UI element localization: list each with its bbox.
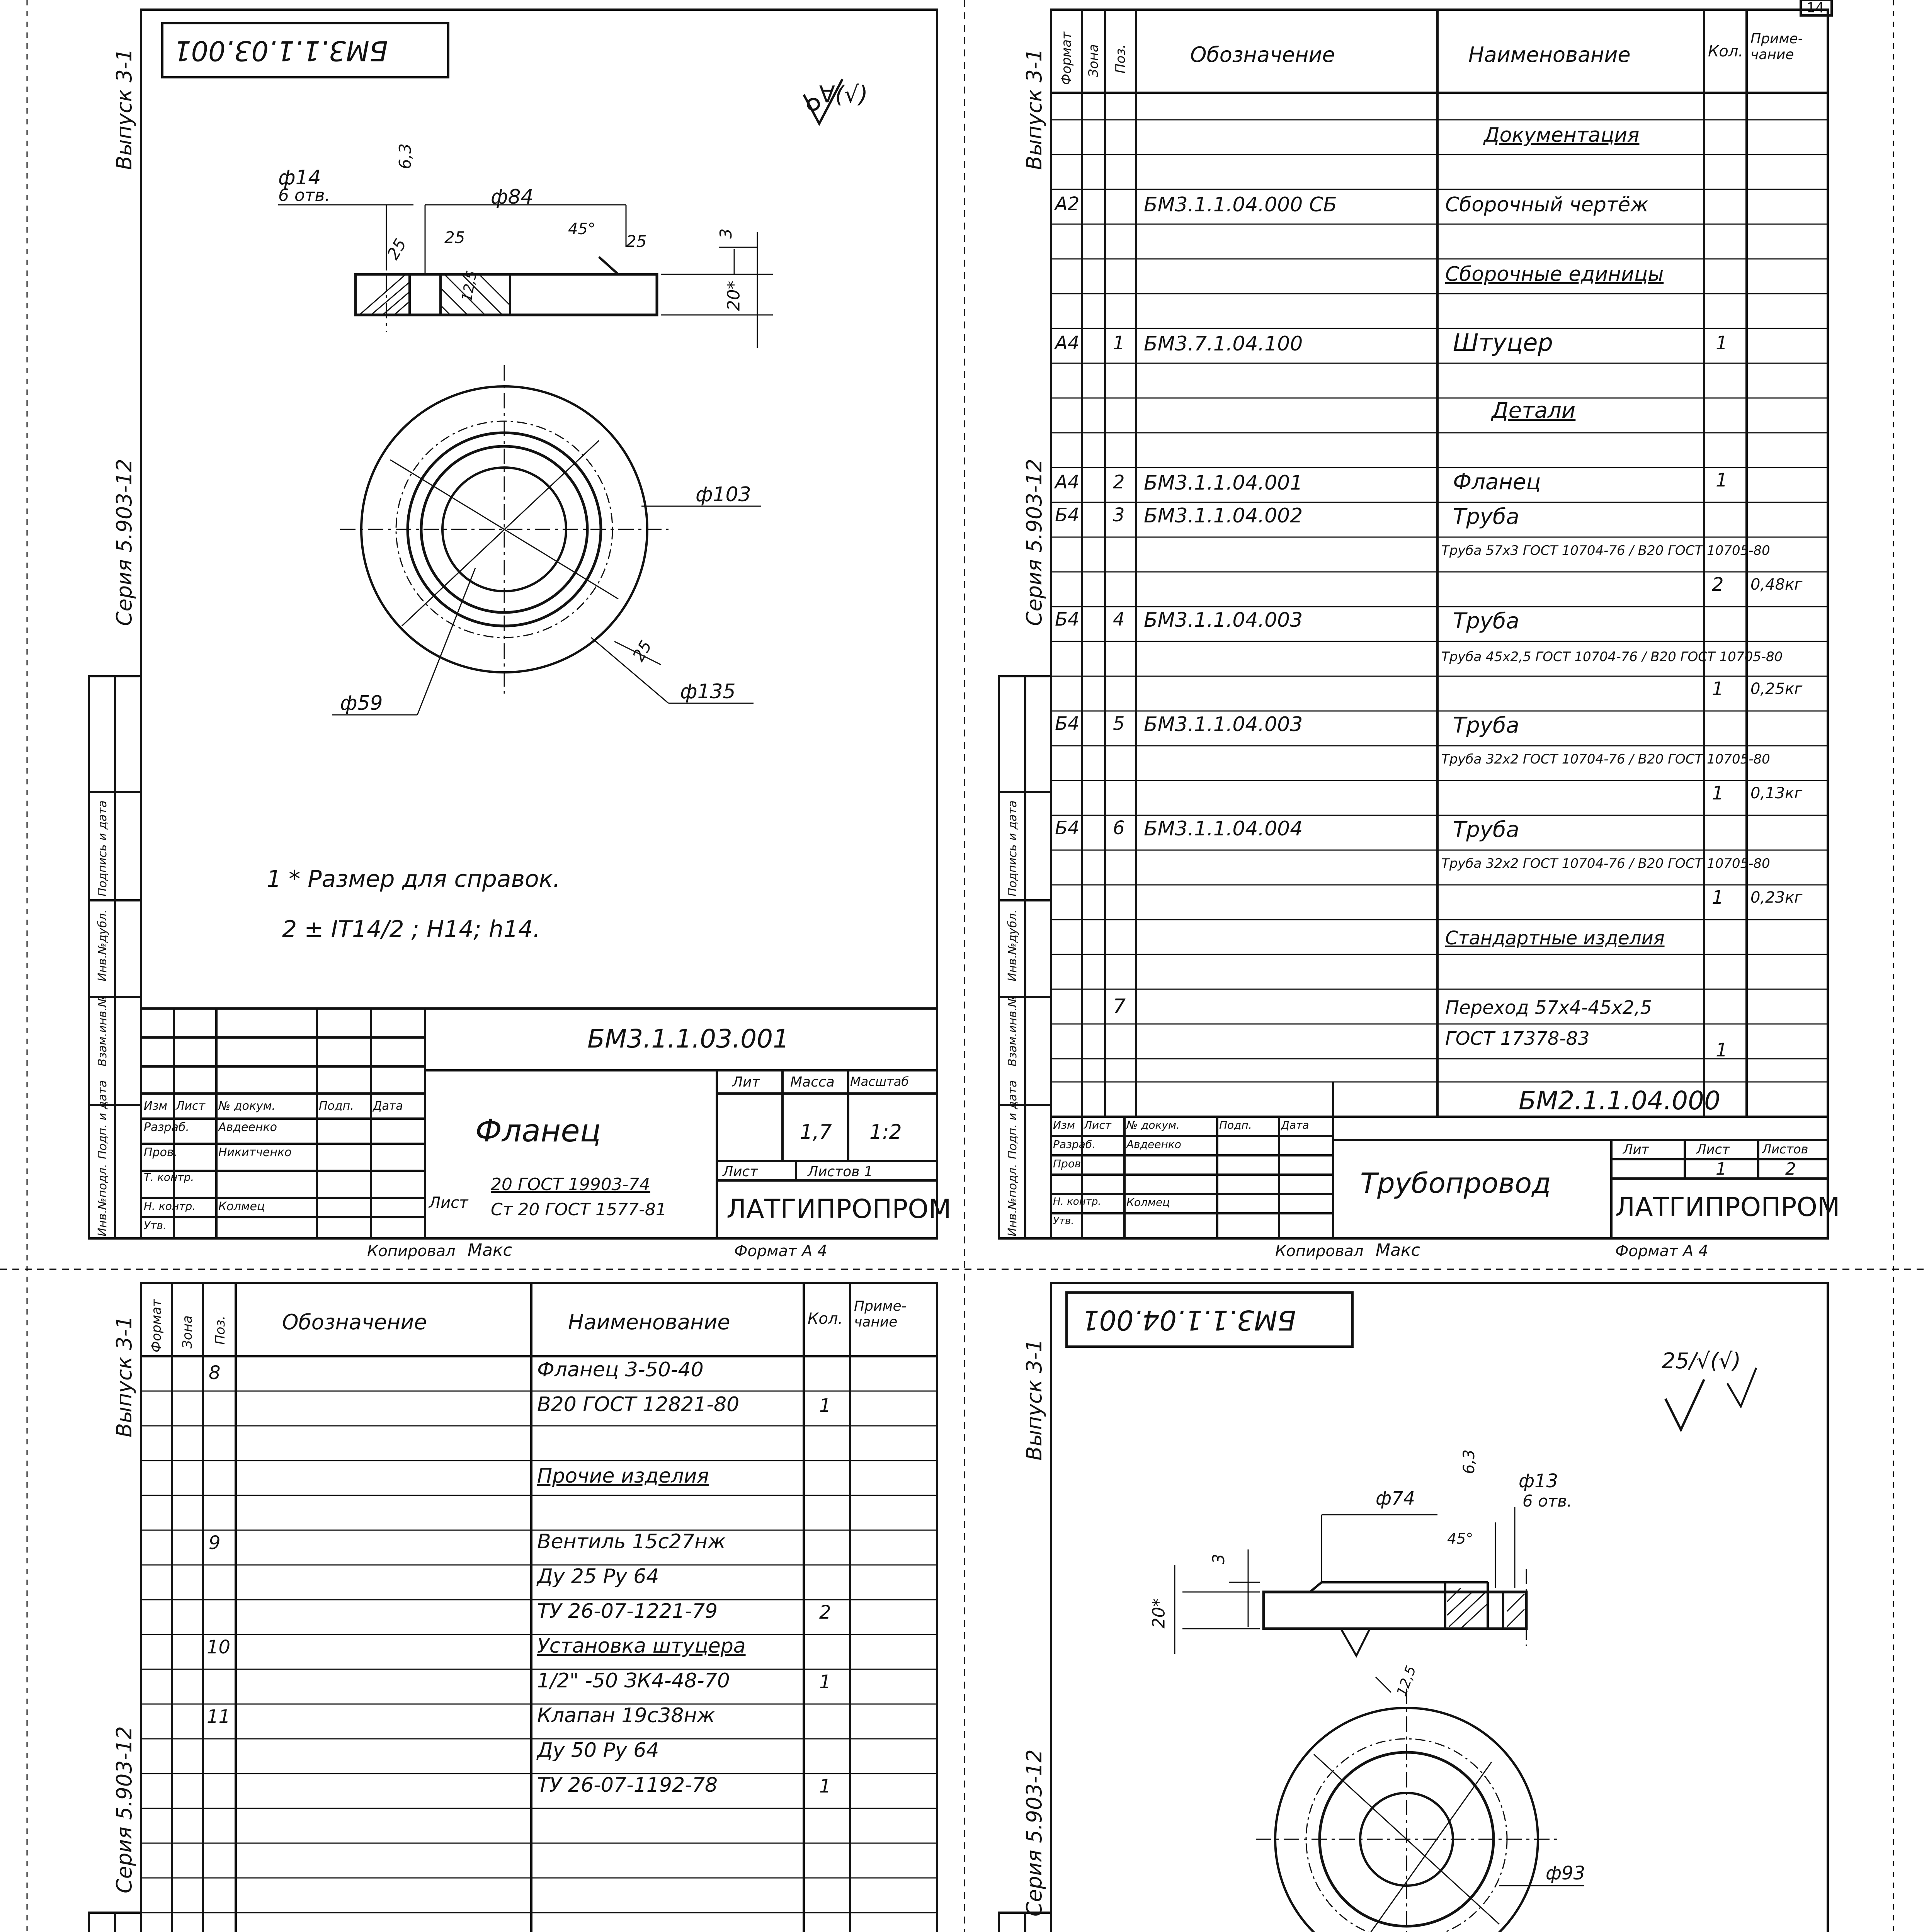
tr-doc-code: БМ2.1.1.04.000 <box>1519 1086 1721 1116</box>
tr-seriya: Серия 5.903-12 <box>1022 459 1046 626</box>
tr-row-5-obozn: БМ3.1.1.04.001 <box>1144 471 1303 495</box>
tl-dim-r25c: 25 <box>626 232 647 251</box>
tl-strip-3: Взам.инв.№ <box>96 995 109 1066</box>
tr-row-12-name: Труба <box>1453 817 1519 842</box>
bl-hdr-prim: Приме-чание <box>854 1298 907 1330</box>
tr-row-10-fmt: Б4 <box>1055 713 1080 735</box>
tl-dim-r125: 12,5 <box>459 269 480 303</box>
tl-strip-5: Подпись и дата <box>96 800 109 896</box>
tl-tb-prov-name: Никитченко <box>218 1146 292 1159</box>
tr-row-12-obozn: БМ3.1.1.04.004 <box>1144 817 1303 840</box>
bl-row-3-poz: 9 <box>209 1532 221 1554</box>
tr-tb-lit: Лит <box>1623 1142 1649 1157</box>
tr-row-2-name: Сборочные единицы <box>1445 263 1664 286</box>
tl-tb-nodok: № докум. <box>218 1099 276 1113</box>
tr-row-0-name: Документация <box>1484 124 1640 147</box>
bl-row-6-poz: 10 <box>207 1636 231 1658</box>
tr-row-15-poz: 7 <box>1113 995 1126 1018</box>
bl-row-8-poz: 11 <box>207 1706 231 1728</box>
br-code-mirror: БМ3.1.1.04.001 <box>1082 1304 1296 1336</box>
tl-scale: 1:2 <box>869 1121 902 1144</box>
tr-tb-list2: Лист <box>1696 1142 1730 1157</box>
tr-row-6-name: Труба <box>1453 504 1519 529</box>
tr-hdr-naim: Наименование <box>1468 43 1631 67</box>
bl-row-1-name: В20 ГОСТ 12821-80 <box>537 1393 740 1416</box>
tr-tb-izm: Изм <box>1053 1119 1075 1131</box>
tr-row-9-name: Труба 45х2,5 ГОСТ 10704-76 / В20 ГОСТ 10705-80 <box>1441 649 1783 665</box>
tr-row-8-name: Труба <box>1453 609 1519 634</box>
bl-row-3-name: Вентиль 15с27нж <box>537 1530 726 1553</box>
tr-row-13-kol: 1 <box>1712 887 1724 908</box>
tl-dim-r25d: 25 <box>629 637 656 665</box>
tl-seriya: Серия 5.903-12 <box>112 459 136 626</box>
tl-note-1: 1 * Размер для справок. <box>267 866 560 893</box>
br-dim-d93: ф93 <box>1546 1862 1585 1884</box>
tr-tb-nkontr-name: Колмец <box>1126 1196 1170 1209</box>
tr-tb-listov: Листов <box>1762 1142 1808 1156</box>
tr-row-3-obozn: БМ3.7.1.04.100 <box>1144 332 1303 355</box>
tl-dim-r25b: 25 <box>444 228 465 247</box>
tl-material-prefix: Лист <box>429 1194 468 1212</box>
tr-tb-razrab: Разраб. <box>1053 1138 1096 1151</box>
tl-dim-d135: ф135 <box>680 680 736 703</box>
tr-row-13-name: Труба 32х2 ГОСТ 10704-76 / В20 ГОСТ 10705-80 <box>1441 856 1770 871</box>
tl-tb-nkontr: Н. контр. <box>144 1200 196 1213</box>
tr-row-5-name: Фланец <box>1453 469 1541 495</box>
tr-copied: Копировал <box>1275 1242 1364 1260</box>
tl-tb-izm: Изм <box>144 1099 168 1113</box>
tr-row-12-fmt: Б4 <box>1055 817 1080 839</box>
tl-material-top: 20 ГОСТ 19903-74 <box>491 1175 650 1194</box>
br-dim-d74: ф74 <box>1376 1488 1415 1509</box>
bl-row-1-kol: 1 <box>819 1395 831 1417</box>
tr-row-1-obozn: БМ3.1.1.04.000 СБ <box>1144 193 1337 216</box>
tr-row-8-obozn: БМ3.1.1.04.003 <box>1144 609 1303 632</box>
tr-row-8-fmt: Б4 <box>1055 609 1080 630</box>
tl-mass: 1,7 <box>800 1121 832 1144</box>
br-dim-r125: 12,5 <box>1394 1663 1420 1699</box>
tr-format: Формат А 4 <box>1615 1242 1708 1260</box>
tr-row-6-poz: 3 <box>1113 504 1125 526</box>
tr-row-5-kol: 1 <box>1716 469 1728 491</box>
br-dim-r63: 6,3 <box>1460 1449 1478 1474</box>
tr-hdr-kol: Кол. <box>1708 43 1744 60</box>
bl-row-8-name: Клапан 19с38нж <box>537 1704 715 1727</box>
bl-row-0-name: Фланец 3-50-40 <box>537 1358 704 1381</box>
tl-strip-2: Подп. и дата <box>96 1080 109 1159</box>
br-dim-hole-sub: 6 отв. <box>1522 1492 1572 1510</box>
tr-strip-5: Подпись и дата <box>1006 800 1019 896</box>
tr-tb-podp: Подп. <box>1219 1119 1252 1131</box>
bl-row-5-kol: 2 <box>819 1602 831 1623</box>
tr-row-11-name: Труба 32х2 ГОСТ 10704-76 / В20 ГОСТ 10705-80 <box>1441 752 1770 767</box>
tr-list-no: 1 <box>1716 1159 1727 1179</box>
tl-tb-razrab-name: Авдеенко <box>218 1121 277 1134</box>
tl-tb-podp: Подп. <box>319 1099 354 1113</box>
tr-hdr-obozn: Обозначение <box>1190 43 1335 67</box>
tl-roughness: ∀(√) <box>819 81 868 108</box>
tr-copier-mark: Макс <box>1376 1240 1420 1260</box>
tr-hdr-poz: Поз. <box>1113 44 1128 73</box>
tl-dim-d103: ф103 <box>696 483 751 506</box>
tr-tb-list: Лист <box>1084 1119 1111 1131</box>
bl-row-10-name: ТУ 26-07-1192-78 <box>537 1774 718 1797</box>
tr-row-6-obozn: БМ3.1.1.04.002 <box>1144 504 1303 527</box>
tl-sheets: Листов 1 <box>808 1164 873 1180</box>
tl-tb-masshtab: Масштаб <box>850 1074 909 1089</box>
tr-vypusk: Выпуск 3-1 <box>1022 48 1046 170</box>
tr-row-9-kol: 1 <box>1712 678 1724 700</box>
tl-dim-r63: 6,3 <box>395 143 415 169</box>
tl-strip-1: Инв.№подл. <box>96 1164 109 1236</box>
tr-row-11-kol: 1 <box>1712 782 1724 804</box>
tr-tb-nkontr: Н. контр. <box>1053 1196 1101 1208</box>
tr-strip-1: Инв.№подл. <box>1006 1164 1019 1236</box>
tl-dim-r25a: 25 <box>383 235 410 263</box>
tl-tb-tkontr: Т. контр. <box>144 1171 194 1184</box>
bl-hdr-obozn: Обозначение <box>282 1310 427 1334</box>
tl-dim-t20: 20* <box>724 281 744 311</box>
tr-hdr-prim: Приме-чание <box>1750 31 1803 63</box>
tl-tb-utv: Утв. <box>144 1219 167 1232</box>
tr-row-10-poz: 5 <box>1113 713 1125 735</box>
tr-tb-razrab-name: Авдеенко <box>1126 1138 1181 1151</box>
bl-row-2-name: Прочие изделия <box>537 1464 709 1488</box>
tl-tb-razrab: Разраб. <box>144 1121 189 1134</box>
bl-row-9-name: Ду 50 Ру 64 <box>537 1739 659 1762</box>
tr-org: ЛАТГИПРОПРОМ <box>1615 1192 1840 1223</box>
tr-row-3-fmt: А4 <box>1055 332 1080 354</box>
bl-row-6-name: Установка штуцера <box>537 1634 746 1658</box>
bl-row-7-kol: 1 <box>819 1671 831 1693</box>
tl-tb-data: Дата <box>373 1099 403 1113</box>
tl-org: ЛАТГИПРОПРОМ <box>726 1194 951 1225</box>
br-seriya: Серия 5.903-12 <box>1022 1749 1046 1917</box>
br-dim-t20: 20* <box>1149 1598 1169 1629</box>
tl-material-bot: Ст 20 ГОСТ 1577-81 <box>491 1200 667 1219</box>
bl-row-7-name: 1/2" -50 ЗК4-48-70 <box>537 1669 730 1692</box>
bl-hdr-format: Формат <box>149 1299 164 1352</box>
tr-row-8-poz: 4 <box>1113 609 1125 630</box>
tr-row-16-kol: 1 <box>1716 1039 1728 1061</box>
tl-dim-ang45: 45° <box>568 220 595 238</box>
tl-note-2: 2 ± IT14/2 ; H14; h14. <box>282 916 541 943</box>
tr-row-3-name: Штуцер <box>1453 328 1553 357</box>
tl-tb-massa: Масса <box>790 1074 835 1090</box>
tr-hdr-format: Формат <box>1059 32 1074 85</box>
tr-tb-prov: Пров. <box>1053 1157 1085 1170</box>
tr-strip-3: Взам.инв.№ <box>1006 995 1019 1066</box>
tr-row-7-name: Труба 57х3 ГОСТ 10704-76 / В20 ГОСТ 10705-80 <box>1441 543 1770 558</box>
tr-tb-utv: Утв. <box>1053 1215 1074 1227</box>
tr-row-15-name: Переход 57х4-45х2,5 <box>1445 997 1652 1019</box>
tr-row-5-poz: 2 <box>1113 471 1125 493</box>
bl-row-0-poz: 8 <box>209 1362 221 1384</box>
tr-row-13-prim: 0,23кг <box>1750 889 1803 906</box>
bl-hdr-kol: Кол. <box>808 1310 843 1328</box>
tr-row-3-kol: 1 <box>1716 332 1728 354</box>
bl-hdr-zona: Зона <box>180 1315 195 1349</box>
br-dim-t3: 3 <box>1209 1554 1228 1564</box>
tl-code-mirror: БМ3.1.1.03.001 <box>174 35 388 66</box>
tl-dim-d59: ф59 <box>340 692 383 715</box>
tr-strip-2: Подп. и дата <box>1006 1080 1019 1159</box>
tl-format: Формат А 4 <box>734 1242 827 1260</box>
tr-tb-nodok: № докум. <box>1126 1119 1180 1131</box>
tr-row-14-name: Стандартные изделия <box>1445 927 1665 949</box>
bl-hdr-poz: Поз. <box>213 1315 228 1345</box>
tr-listov-no: 2 <box>1785 1159 1796 1179</box>
tl-dim-hole-sub: 6 отв. <box>278 185 330 205</box>
br-roughness: 25/√(√) <box>1662 1349 1741 1374</box>
tl-tb-list2: Лист <box>723 1164 758 1180</box>
tl-name: Фланец <box>475 1113 601 1149</box>
tl-copier-mark: Макс <box>468 1240 512 1260</box>
tr-row-1-fmt: А2 <box>1055 193 1080 215</box>
tr-row-10-name: Труба <box>1453 713 1519 738</box>
tr-row-10-obozn: БМ3.1.1.04.003 <box>1144 713 1303 736</box>
bl-row-10-kol: 1 <box>819 1776 831 1797</box>
tl-tb-lit: Лит <box>732 1074 760 1090</box>
bl-row-4-name: Ду 25 Ру 64 <box>537 1565 659 1588</box>
tl-doc-code: БМ3.1.1.03.001 <box>587 1024 789 1054</box>
tl-vypusk: Выпуск 3-1 <box>112 48 136 170</box>
tr-row-12-poz: 6 <box>1113 817 1125 839</box>
tl-tb-prov: Пров. <box>144 1146 178 1159</box>
tl-dim-hole: ф14 <box>278 166 321 189</box>
tr-row-11-prim: 0,13кг <box>1750 784 1803 802</box>
tr-row-7-kol: 2 <box>1712 574 1724 595</box>
bl-hdr-naim: Наименование <box>568 1310 730 1334</box>
tr-row-9-prim: 0,25кг <box>1750 680 1803 698</box>
tr-row-16-name: ГОСТ 17378-83 <box>1445 1028 1590 1049</box>
br-dim-ang45: 45° <box>1447 1530 1473 1547</box>
tr-row-5-fmt: А4 <box>1055 471 1080 493</box>
tl-dim-d84: ф84 <box>491 185 534 209</box>
tr-row-1-name: Сборочный чертёж <box>1445 193 1648 216</box>
bl-row-5-name: ТУ 26-07-1221-79 <box>537 1600 718 1623</box>
tr-tb-data: Дата <box>1281 1119 1309 1131</box>
tl-tb-list: Лист <box>176 1099 206 1113</box>
tr-row-7-prim: 0,48кг <box>1750 576 1803 594</box>
tr-row-4-name: Детали <box>1492 398 1576 423</box>
page-corner-number: 14 <box>1807 0 1824 16</box>
tr-row-3-poz: 1 <box>1113 332 1125 354</box>
tl-copied: Копировал <box>367 1242 456 1260</box>
tr-hdr-zona: Зона <box>1086 44 1101 77</box>
br-dim-hole: ф13 <box>1519 1470 1558 1492</box>
bl-vypusk: Выпуск 3-1 <box>112 1316 136 1437</box>
tr-row-6-fmt: Б4 <box>1055 504 1080 526</box>
tl-strip-4: Инв.№дубл. <box>96 909 109 981</box>
tr-name: Трубопровод <box>1360 1167 1551 1199</box>
tr-strip-4: Инв.№дубл. <box>1006 909 1019 981</box>
bl-seriya: Серия 5.903-12 <box>112 1726 136 1893</box>
tl-dim-t3: 3 <box>716 228 735 239</box>
tl-tb-nkontr-name: Колмец <box>218 1200 265 1213</box>
br-vypusk: Выпуск 3-1 <box>1022 1339 1046 1461</box>
